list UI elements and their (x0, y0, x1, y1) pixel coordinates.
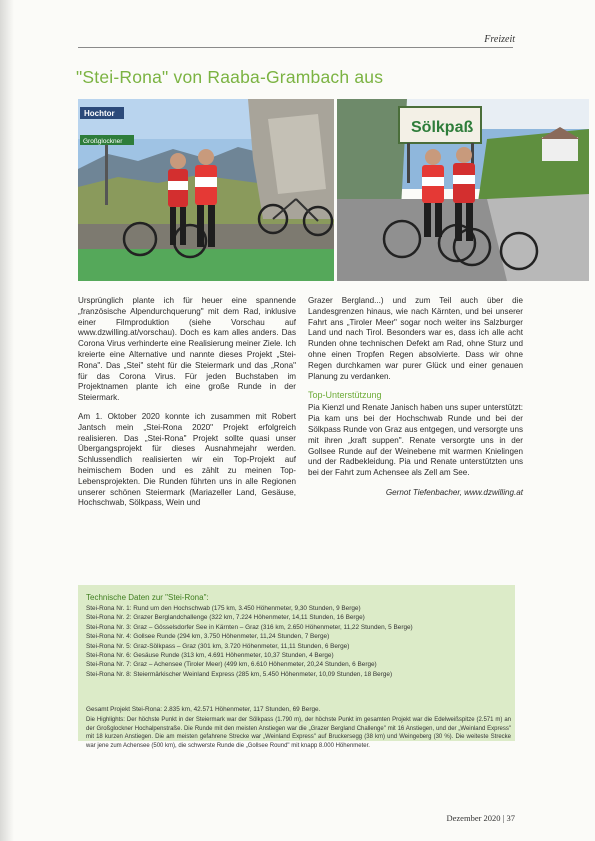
technical-data-highlights: Die Highlights: Der höchste Punkt in der Steiermark war der Sölkpass (1.790 m), der höchste Punkt im gesamten Projekt war die Edelweißspitze (2.571 m) an der Großglockner Hochalpenstraße. Die Runde mit den meisten Anstiegen war die „Grazer Bergland Challenge" mit 16 Anstiegen, und der „Weinland Express" mit 18 kurzen Anstiegen. Die am meisten gefahrene Strecke war „Weinland Express" auf Bruckersegg (38 km) und Weingeberg (30 %). Die weiteste Strecke war jene zum Achensee (500 km), die schwerste Runde die „Gollsee Round" mit knapp 8.000 Höhenmeter. (86, 717, 511, 749)
soelkpass-sign-text: Sölkpaß (411, 119, 474, 136)
list-item: Stei-Rona Nr. 7: Graz – Achensee (Tiroler Meer) (499 km, 6.610 Höhenmeter, 20,24 Stunden, 6 Berge) (86, 661, 377, 669)
technical-data-box (78, 585, 515, 749)
technical-data-title: Technische Daten zur "Stei-Rona": (86, 593, 209, 602)
section-label: Freizeit (484, 34, 515, 45)
list-item: Stei-Rona Nr. 4: Gollsee Runde (294 km, 3.750 Höhenmeter, 11,24 Stunden, 7 Berge) (86, 633, 330, 641)
article-column-left (78, 296, 296, 509)
grossglockner-sign-text: Großglockner (83, 138, 123, 145)
article-title: "Stei-Rona" von Raaba-Grambach aus (76, 67, 384, 87)
paragraph-support: Pia Kienzl und Renate Janisch haben uns super unterstützt: Pia kam uns bei der Hochschwab Runde und bei der Sölkpass Runde von Graz aus entgegen, und versorgte uns mit ihren „kraft suppen". Renate versorgte uns in der Gollsee Runde auf der Weinebene mit warmen Knielingen und der Radbekleidung. Pia und Renate unterstützten uns bei der Fahrt zum Achensee als Zell am See. (308, 403, 523, 478)
photo-soelkpass-cyclists (337, 99, 589, 281)
list-item: Stei-Rona Nr. 1: Rund um den Hochschwab (175 km, 3.450 Höhenmeter, 9,30 Stunden, 9 Berge) (86, 605, 361, 612)
technical-data-total: Gesamt Projekt Stei-Rona: 2.835 km, 42.571 Höhenmeter, 117 Stunden, 69 Berge. (86, 706, 321, 713)
paragraph-project: Am 1. Oktober 2020 konnte ich zusammen mit Robert Jantsch mein „Stei-Rona 2020" Projekt erfolgreich realisieren. Das „Stei-Rona" Projekt sollte quasi unser Übergangsprojekt für dieses Ausnahmejahr werden. Schlussendlich realisierten wir ein Top-Projekt auf heimischem Boden und es zählt zu meinen Top-Lebensprojekten. Die Runden führten uns in alle Regionen unserer schönen Steiermark (Mariazeller Land, Gesäuse, Hochschwab, Sölkpass, Wein und (78, 411, 296, 508)
list-item: Stei-Rona Nr. 2: Grazer Berglandchallenge (322 km, 7.224 Höhenmeter, 14,11 Stunden, 16 Berge) (86, 614, 365, 622)
list-item: Stei-Rona Nr. 5: Graz-Sölkpass – Graz (301 km, 3.720 Höhenmeter, 11,11 Stunden, 6 Berge) (86, 642, 350, 650)
page-gutter-shadow (0, 0, 14, 841)
list-item: Stei-Rona Nr. 6: Gesäuse Runde (313 km, 4.691 Höhenmeter, 10,37 Stunden, 4 Berge) (86, 652, 334, 660)
subheading-support: Top-Unterstützung (308, 390, 382, 401)
author-credit: Gernot Tiefenbacher, www.dzwilling.at (385, 487, 523, 497)
paragraph-intro: Ursprünglich plante ich für heuer eine spannende „französische Alpendurchquerung" mit dem Rad, inklusive einer Filmproduktion (siehe Vorschau auf www.dzwilling.at/vorschau). Doch es kam alles anders. Das Corona Virus verhinderte eine Realisierung meiner Ziele. Ich kreierte eine Alternative und nannte dieses Projekt „Stei-Rona". Das „Stei" steht für die Steiermark und das „Rona" für das Corona Virus. Für jeden Buchstaben im Projektnamen plante ich eine große Runde in der Steiermark. (78, 296, 296, 403)
article-column-right (308, 296, 523, 499)
paragraph-continuation: Grazer Bergland...) und zum Teil auch über die Landesgrenzen hinaus, wie nach Kärnten, und bei unserer Fahrt ans „Tiroler Meer" sogar noch weiter ins Salzburger Land und nach Tirol. Besonders war es, dass ich alle acht Runden ohne technischen Defekt am Rad, ohne Sturz und ohne einen Tropfen Regen absolvierte. Dass wir ohne Regen durchkamen war purer Glück und einer genauen Planung zu verdanken. (308, 296, 523, 381)
technical-data-list (86, 604, 511, 679)
photo-hochtor-cyclists (78, 99, 334, 281)
section-divider (78, 47, 513, 48)
hochtor-sign-text: Hochtor (84, 109, 115, 118)
page-footer: Dezember 2020 | 37 (446, 813, 515, 823)
list-item: Stei-Rona Nr. 3: Graz – Gösselsdorfer See in Kärnten – Graz (316 km, 2.650 Höhenmeter, 11,22 Stunden, 5 Berge) (86, 623, 413, 631)
list-item: Stei-Rona Nr. 8: Steiermärkischer Weinland Express (285 km, 5.450 Höhenmeter, 10,09 Stunden, 18 Berge) (86, 670, 393, 678)
